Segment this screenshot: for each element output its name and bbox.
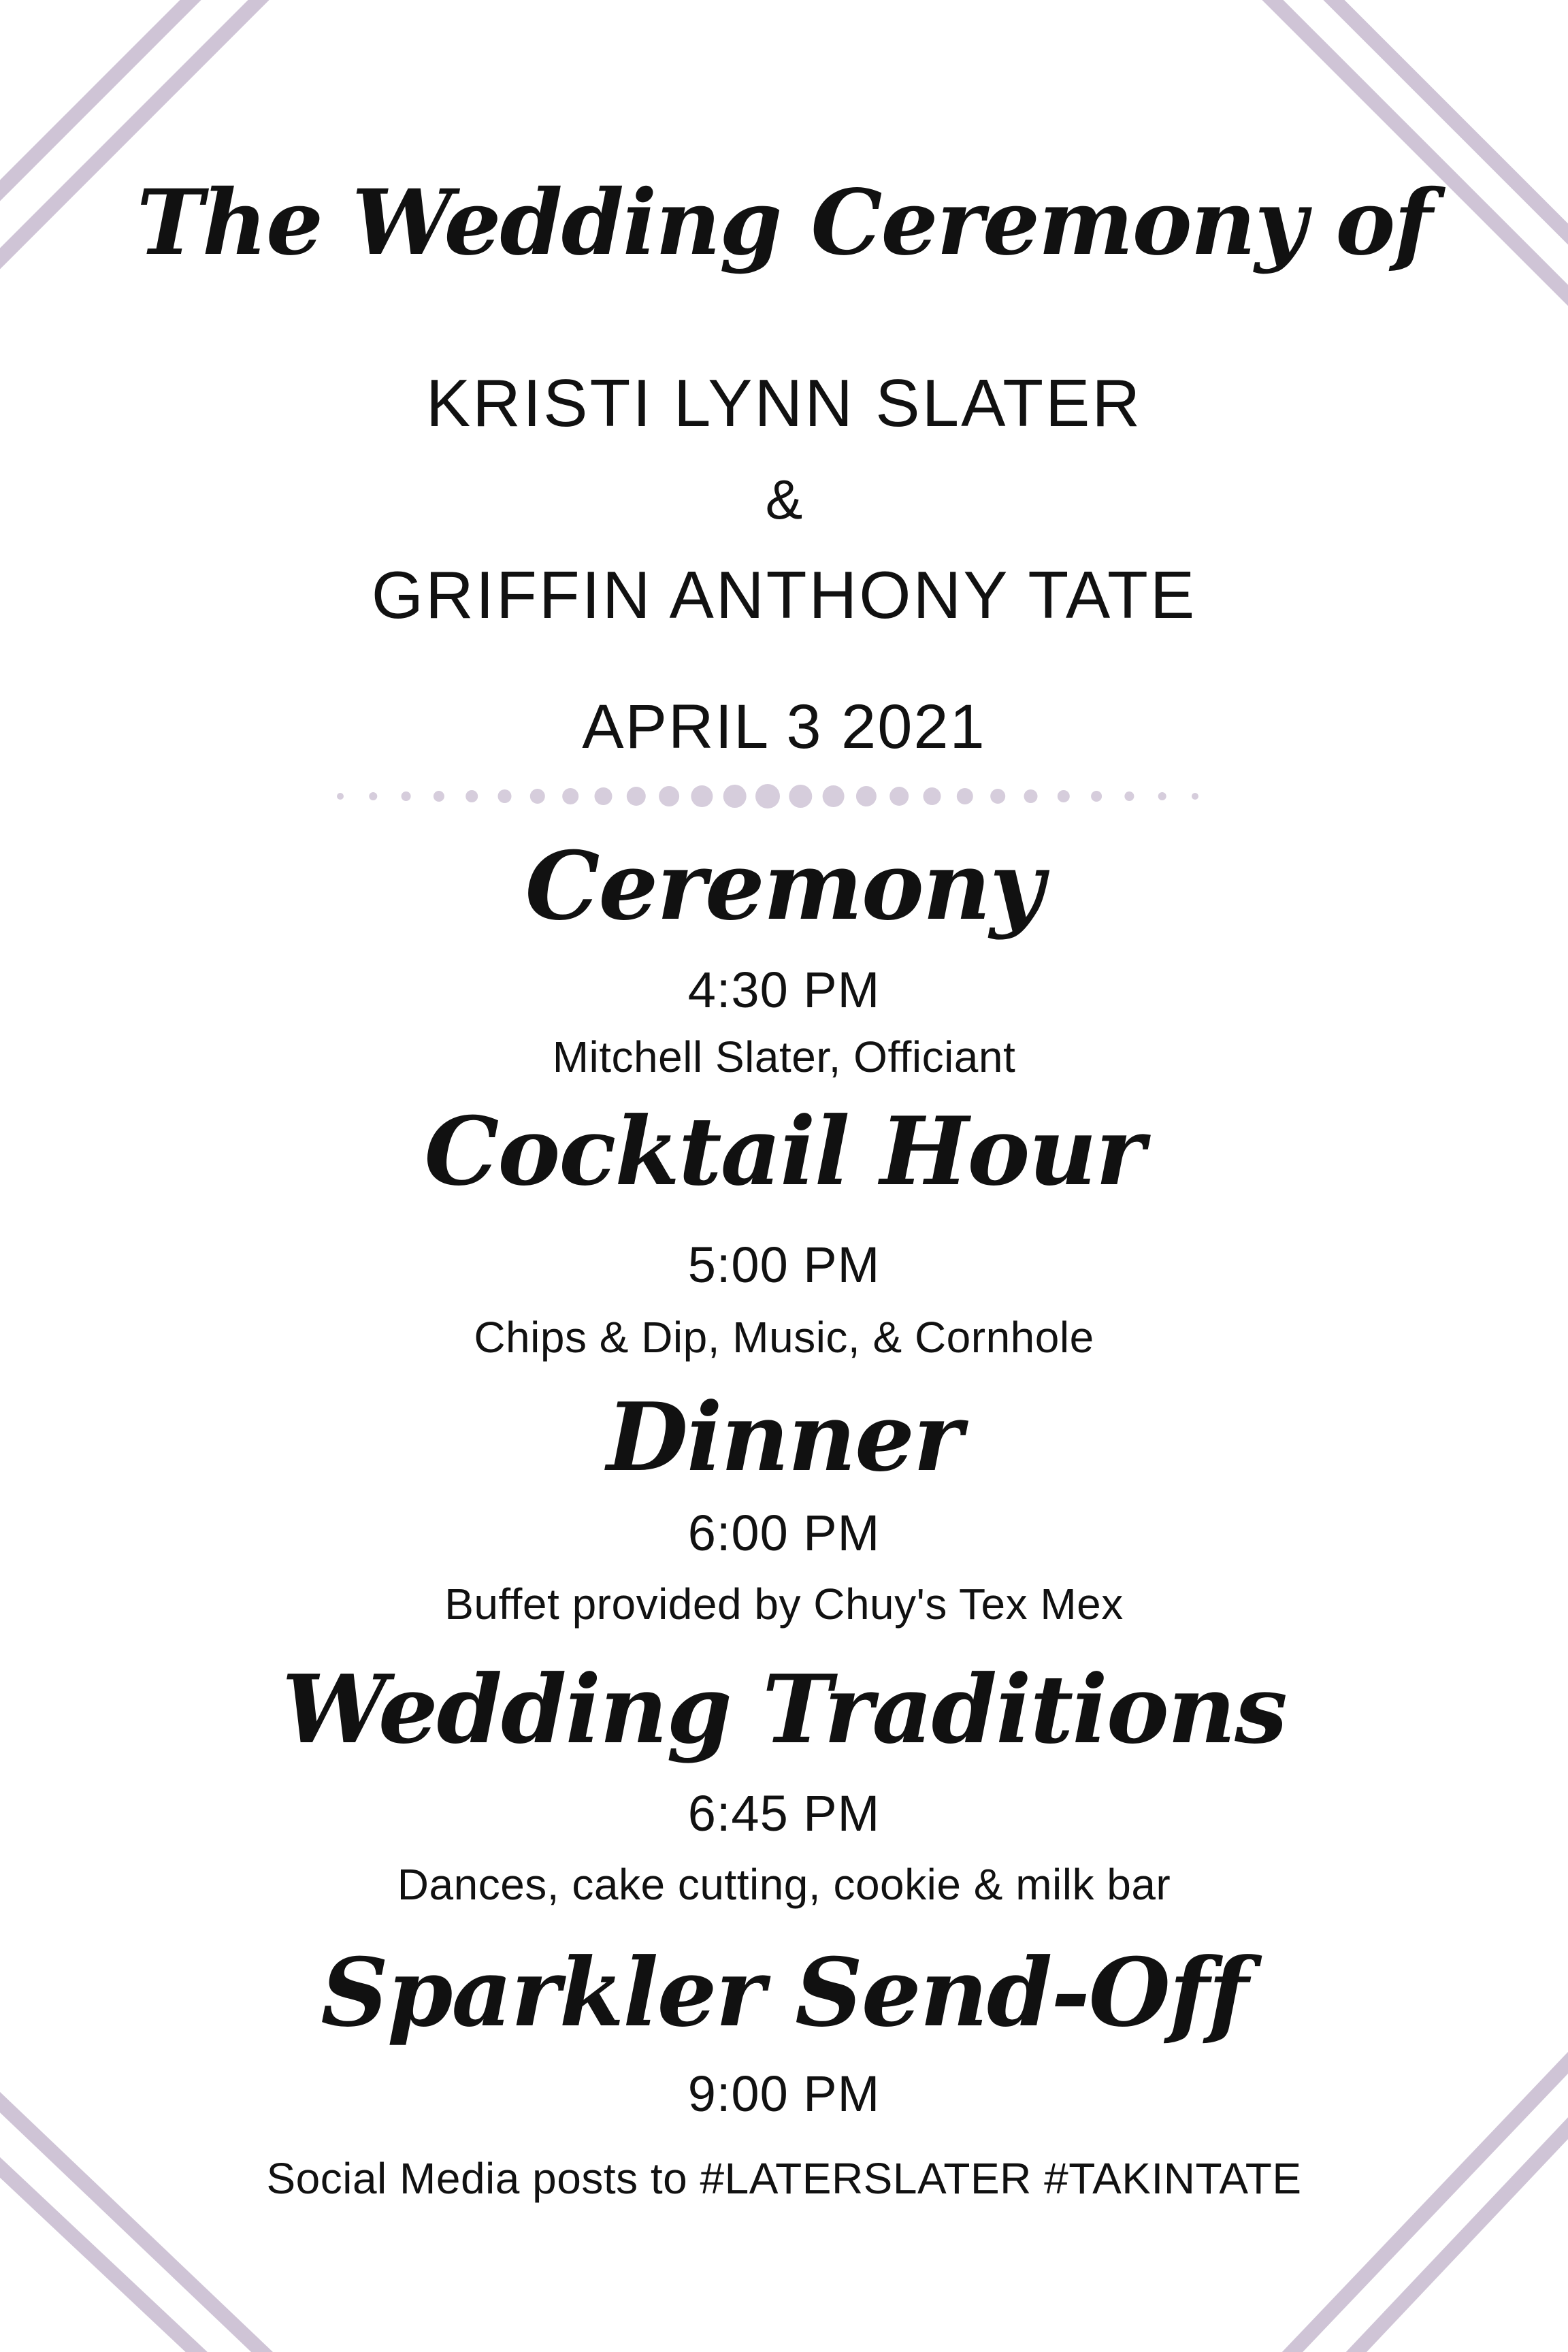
divider-dot	[369, 792, 377, 800]
event-time-sparkler-send-off: 9:00 PM	[687, 2065, 881, 2122]
event-description-dinner: Buffet provided by Chuy's Tex Mex	[444, 1580, 1124, 1629]
corner-stripe-bottom-right-outer	[1343, 2114, 1568, 2352]
program-title: The Wedding Ceremony of	[136, 170, 1432, 276]
divider-dot	[823, 785, 845, 807]
divider-dot	[562, 788, 578, 804]
divider-dot	[530, 789, 545, 804]
event-description-cocktail-hour: Chips & Dip, Music, & Cornhole	[474, 1313, 1094, 1362]
divider-dot	[659, 786, 679, 806]
divider-dot	[755, 784, 780, 808]
ampersand: &	[765, 469, 803, 531]
divider-dot	[957, 788, 973, 804]
divider-dot	[1124, 791, 1134, 801]
divider-dot	[924, 787, 941, 805]
social-media-footer: Social Media posts to #LATERSLATER #TAKINTATE	[266, 2154, 1302, 2203]
divider-dot	[498, 789, 512, 803]
event-heading-sparkler-send-off: Sparkler Send-Off	[321, 1937, 1247, 2048]
divider-dot	[1192, 793, 1198, 800]
divider-dot	[1158, 792, 1166, 800]
divider-dot	[627, 787, 646, 806]
event-time-ceremony: 4:30 PM	[687, 962, 881, 1018]
divider-dot	[1091, 791, 1102, 802]
event-description-ceremony: Mitchell Slater, Officiant	[552, 1032, 1016, 1081]
divider-dot	[789, 785, 812, 808]
divider-dot	[402, 791, 411, 801]
event-time-wedding-traditions: 6:45 PM	[687, 1785, 881, 1842]
divider-dot	[1024, 789, 1038, 803]
divider-dot	[856, 786, 877, 806]
divider-dot	[990, 789, 1005, 804]
corner-stripe-bottom-left-inner	[0, 2089, 276, 2352]
wedding-date: APRIL 3 2021	[582, 692, 986, 762]
event-time-dinner: 6:00 PM	[687, 1505, 881, 1561]
event-time-cocktail-hour: 5:00 PM	[687, 1237, 881, 1293]
event-heading-cocktail-hour: Cocktail Hour	[424, 1096, 1144, 1207]
divider-dot	[723, 785, 747, 808]
event-description-wedding-traditions: Dances, cake cutting, cookie & milk bar	[397, 1860, 1171, 1909]
divider-dot	[337, 793, 344, 800]
dotted-divider	[0, 776, 1568, 817]
divider-dot	[889, 787, 909, 806]
divider-dot	[691, 785, 713, 807]
divider-dot	[595, 787, 612, 805]
divider-dot	[434, 791, 444, 802]
groom-name: GRIFFIN ANTHONY TATE	[371, 557, 1197, 632]
divider-dot	[1058, 790, 1070, 802]
event-heading-dinner: Dinner	[606, 1382, 962, 1492]
event-heading-ceremony: Ceremony	[525, 830, 1043, 941]
divider-dot	[466, 790, 478, 802]
event-heading-wedding-traditions: Wedding Traditions	[282, 1654, 1286, 1765]
bride-name: KRISTI LYNN SLATER	[425, 365, 1143, 440]
